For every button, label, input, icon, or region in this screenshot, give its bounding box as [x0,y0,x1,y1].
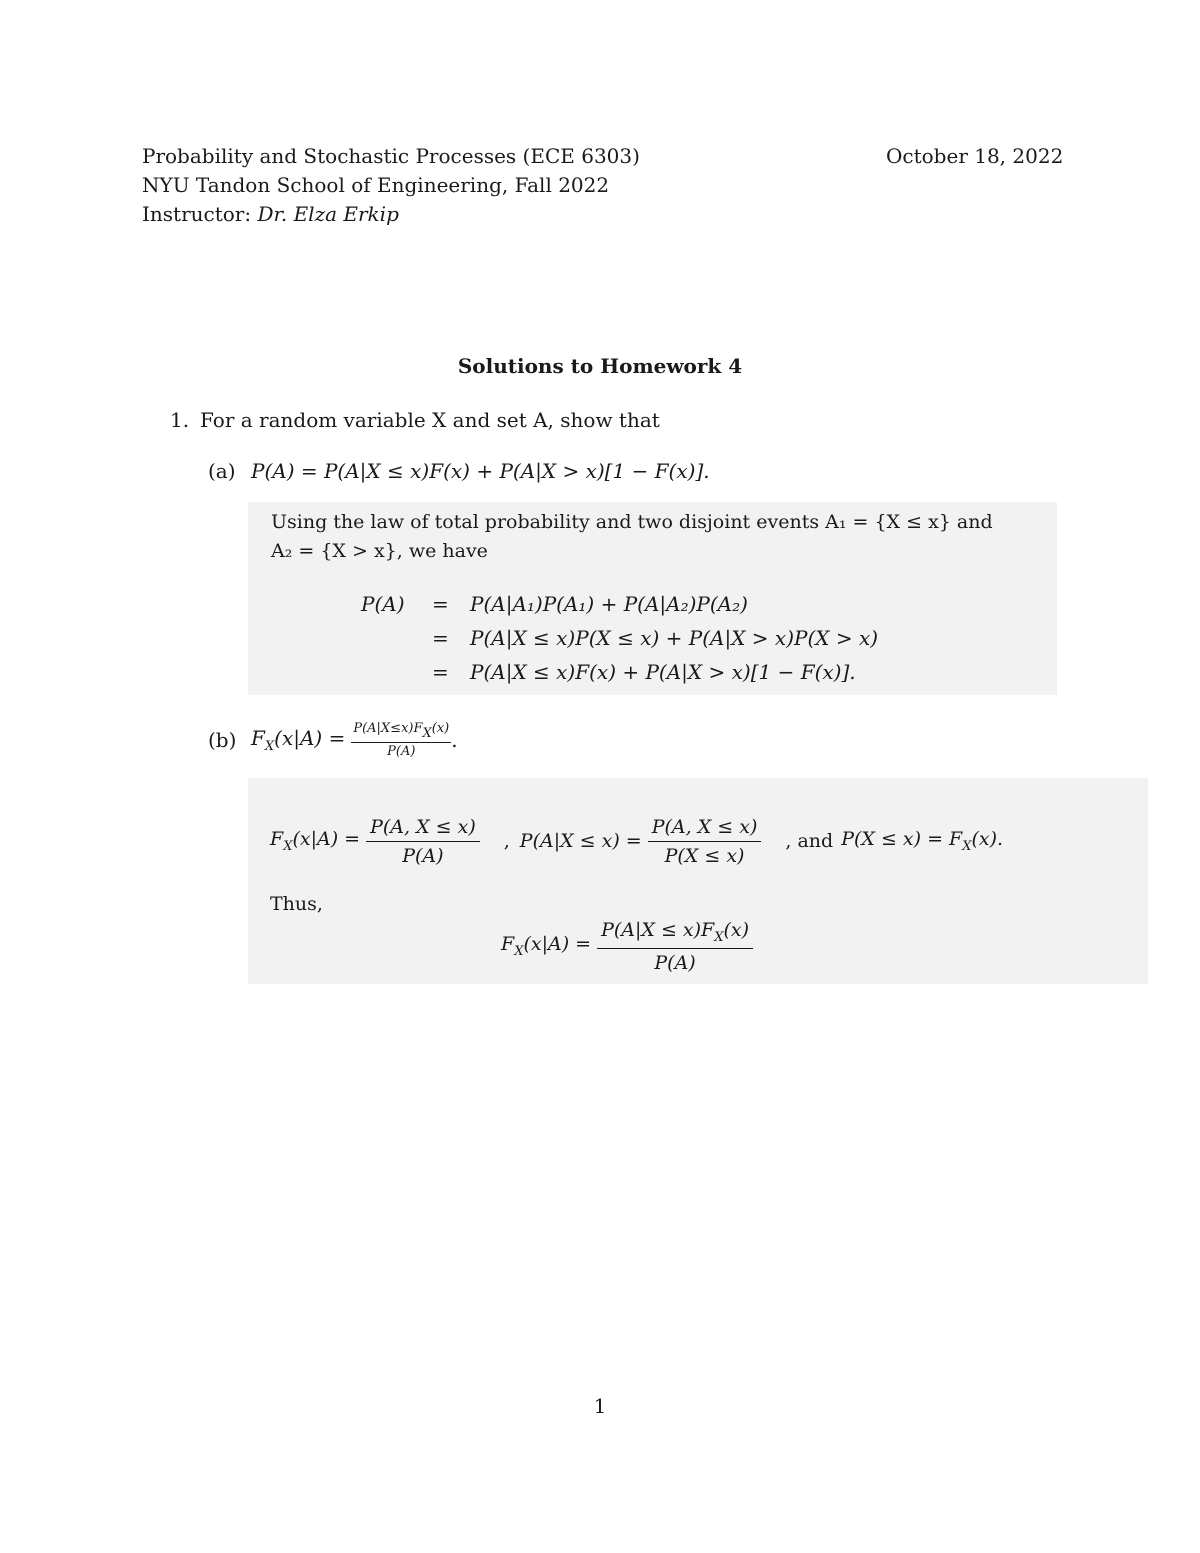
def3: $P(X \le x) = F_X(x)$. [841,828,1004,854]
instructor-line [142,202,399,226]
part-a-statement: P(A) = P(A|X ≤ x)F(x) + P(A|X > x)[1 − F(x)]. [251,459,710,483]
def2-lhs: P(A|X ≤ x) = [519,830,642,852]
part-b-period: . [451,728,458,752]
part-b-numerator: P(A|X≤x)FX(x) [353,721,450,741]
document-title: Solutions to Homework 4 [457,354,743,378]
definitions-row [270,810,1003,872]
def1-fraction [366,816,480,867]
separator-2: , and [785,830,834,852]
align-eq-3: = [432,660,449,684]
align-eq-2: = [432,626,449,650]
result-fraction [597,919,753,974]
course-title: Probability and Stochastic Processes (ECE 6303) [142,144,640,168]
page-number: 1 [593,1394,607,1418]
def1-denominator: P(A) [402,844,444,867]
result-lhs: $F_X(x|A)$ = [501,933,592,959]
def2-fraction [648,816,762,867]
thus-label: Thus, [270,893,323,915]
def1-numerator: P(A, X ≤ x) [366,816,480,842]
solution-a-box [248,502,1057,695]
align-row-2: P(A|X ≤ x)P(X ≤ x) + P(A|X > x)P(X > x) [470,626,879,650]
instructor-name: Dr. Elza Erkip [257,202,399,226]
part-b-denominator: P(A) [387,744,416,759]
solution-a-line-2: A₂ = {X > x}, we have [271,540,488,562]
solution-b-box [248,778,1148,984]
result-numerator: $P(A|X \le x)F_X(x)$ [597,919,753,949]
document-date: October 18, 2022 [886,144,1064,168]
def2-numerator: P(A, X ≤ x) [648,816,762,842]
part-b-lhs: $F_X(x|A)$ = [251,726,346,754]
part-b-label: (b) [208,728,237,752]
align-eq-1: = [432,592,449,616]
solution-a-line-1: Using the law of total probability and two disjoint events A₁ = {X ≤ x} and [271,511,993,533]
part-b-statement [251,718,458,762]
problem-1-number: 1. [170,408,190,432]
school-name: NYU Tandon School of Engineering, Fall 2022 [142,173,610,197]
align-row-3: P(A|X ≤ x)F(x) + P(A|X > x)[1 − F(x)]. [470,660,856,684]
align-row-1: P(A|A₁)P(A₁) + P(A|A₂)P(A₂) [470,592,748,616]
part-a-label: (a) [208,459,236,483]
separator-1: , [503,830,510,852]
instructor-label: Instructor: [142,202,252,226]
align-lhs: P(A) [361,592,405,616]
def1-lhs: $F_X(x|A)$ = [270,828,361,854]
result-equation [501,914,753,978]
problem-1-statement: For a random variable X and set A, show that [200,408,660,432]
def2-denominator: P(X ≤ x) [664,844,745,867]
part-b-fraction [351,721,451,759]
result-denominator: P(A) [654,951,696,974]
